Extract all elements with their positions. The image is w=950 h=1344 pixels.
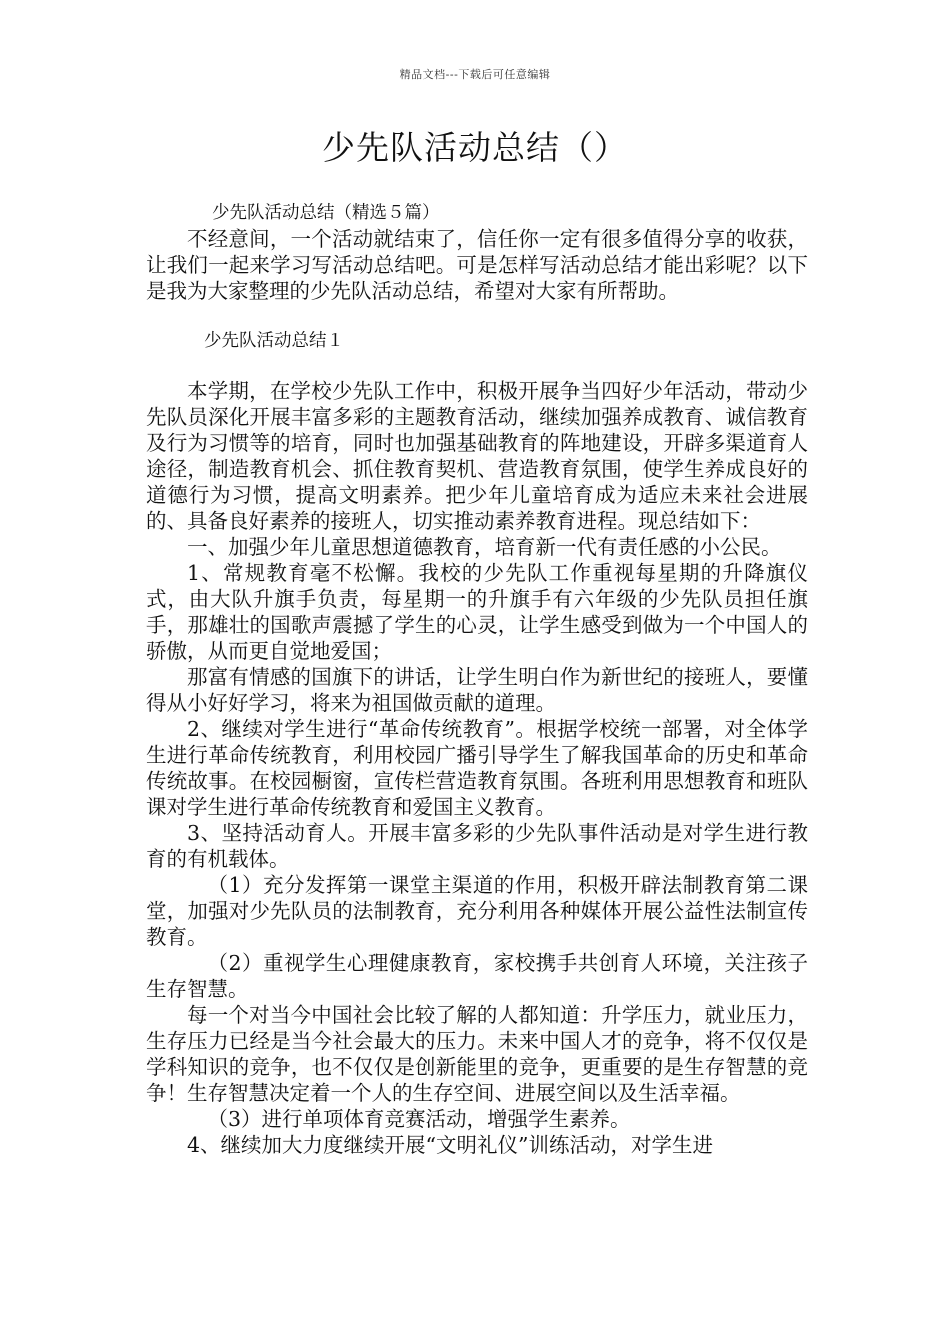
body-paragraph: （3）进行单项体育竞赛活动，增强学生素养。 [207, 1107, 631, 1131]
body-paragraph: 每一个对当今中国社会比较了解的人都知道：升学压力，就业压力，生存压力已经是当今社会最大的压力。未来中国人才的竞争，将不仅仅是学科知识的竞争，也不仅仅是创新能里的竞争，更重要的是生存智慧的竞争！生存智慧决定着一个人的生存空间、进展空间以及生活幸福。 [146, 1003, 808, 1105]
header-note: 精品文档---下载后可任意编辑 [399, 68, 551, 81]
body-paragraph: （2）重视学生心理健康教育，家校携手共创育人环境，关注孩子生存智慧。 [146, 951, 808, 1001]
body-paragraph: 本学期，在学校少先队工作中，积极开展争当四好少年活动，带动少先队员深化开展丰富多彩的主题教育活动，继续加强养成教育、诚信教育及行为习惯等的培育，同时也加强基础教育的阵地建设，开辟多渠道育人途径，制造教育机会、抓住教育契机、营造教育氛围，使学生养成良好的道德行为习惯，提高文明素养。把少年儿童培育成为适应未来社会进展的、具备良好素养的接班人，切实推动素养教育进程。现总结如下： [146, 379, 808, 533]
section-title: 少先队活动总结１ [204, 331, 344, 351]
body-paragraph: 一、加强少年儿童思想道德教育，培育新一代有责任感的小公民。 [187, 535, 782, 559]
document-subtitle: 少先队活动总结（精选５篇） [212, 203, 440, 223]
body-paragraph: 3、坚持活动育人。开展丰富多彩的少先队事件活动是对学生进行教育的有机载体。 [146, 821, 808, 871]
document-title: 少先队活动总结（） [322, 128, 628, 167]
body-paragraph: 那富有情感的国旗下的讲话，让学生明白作为新世纪的接班人，要懂得从小好好学习，将来为祖国做贡献的道理。 [146, 665, 808, 715]
document-body [146, 200, 808, 1158]
body-paragraph: 4、继续加大力度继续开展“文明礼仪”训练活动，对学生进 [187, 1133, 714, 1157]
body-paragraph: （1）充分发挥第一课堂主渠道的作用，积极开辟法制教育第二课堂，加强对少先队员的法制教育，充分利用各种媒体开展公益性法制宣传教育。 [146, 873, 808, 949]
intro-paragraph: 不经意间，一个活动就结束了，信任你一定有很多值得分享的收获，让我们一起来学习写活动总结吧。可是怎样写活动总结才能出彩呢？以下是我为大家整理的少先队活动总结，希望对大家有所帮助。 [146, 227, 808, 303]
body-paragraph: 1、常规教育毫不松懈。我校的少先队工作重视每星期的升降旗仪式，由大队升旗手负责，每星期一的升旗手有六年级的少先队员担任旗手，那雄壮的国歌声震撼了学生的心灵，让学生感受到做为一个中国人的骄傲，从而更自觉地爱国； [146, 561, 808, 663]
body-paragraph: 2、继续对学生进行“革命传统教育”。根据学校统一部署，对全体学生进行革命传统教育，利用校园广播引导学生了解我国革命的历史和革命传统故事。在校园橱窗，宣传栏营造教育氛围。各班利用思想教育和班队课对学生进行革命传统教育和爱国主义教育。 [146, 717, 808, 819]
